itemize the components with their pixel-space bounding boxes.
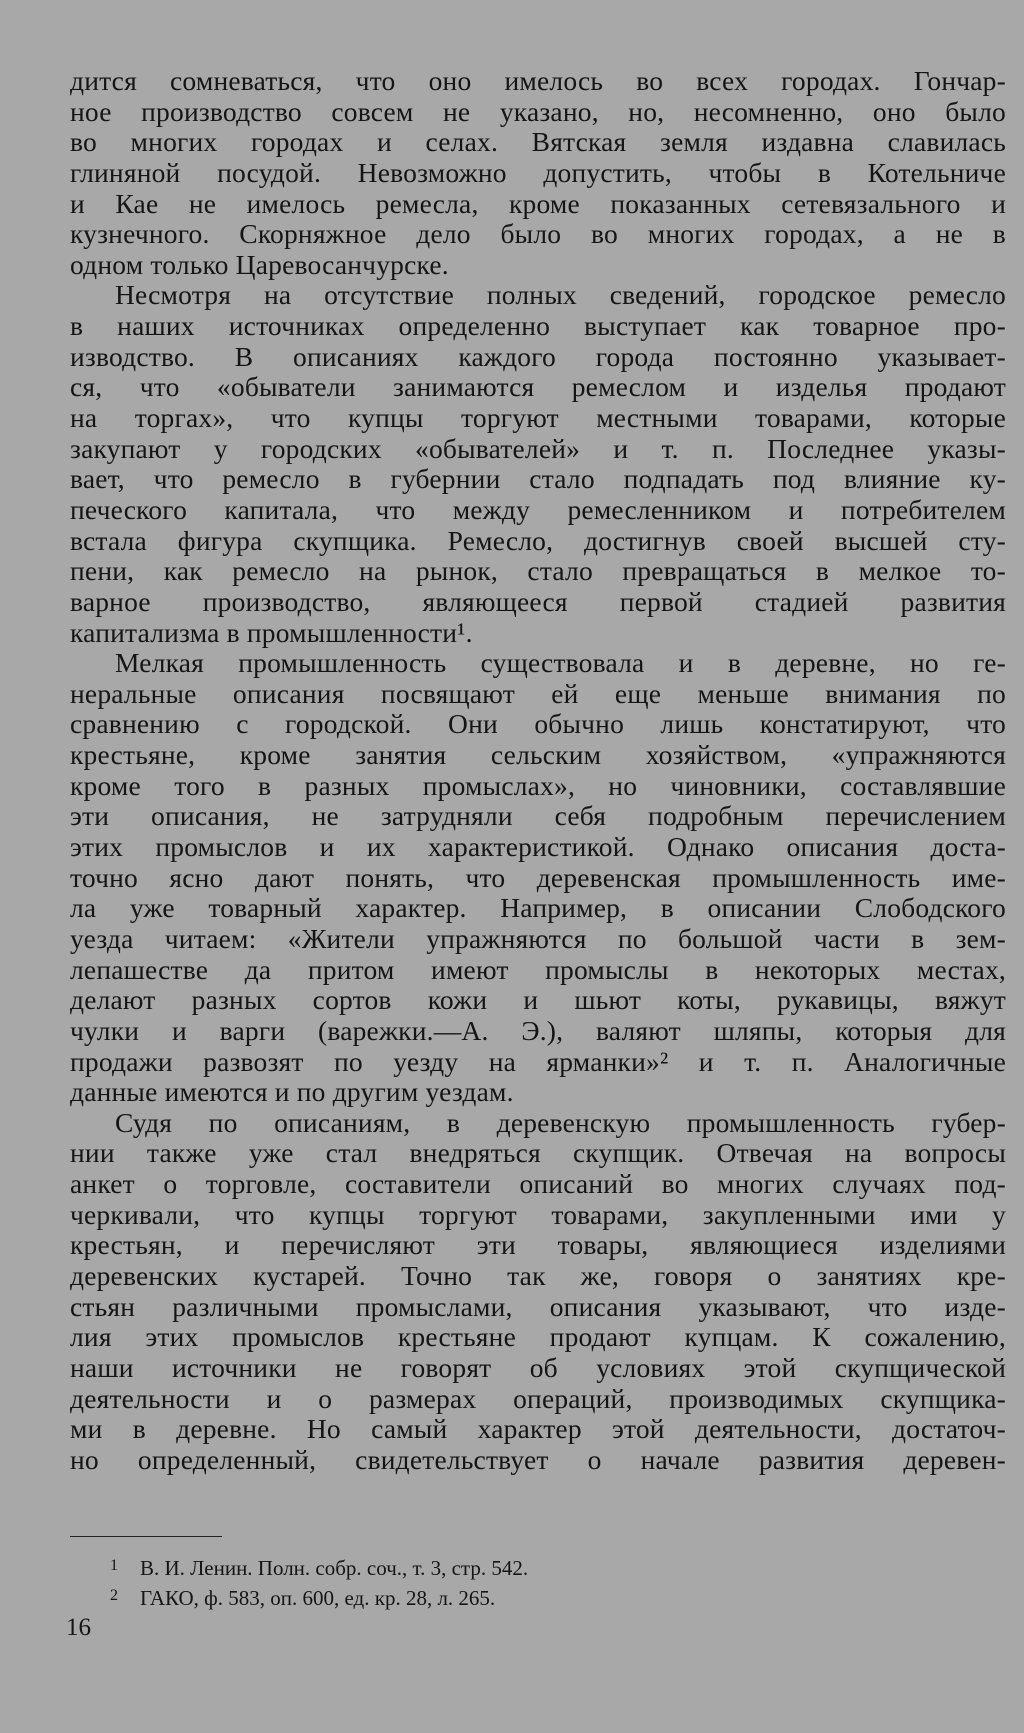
- text-line: ное производство совсем не указано, но, несомненно, оно было: [70, 95, 1006, 127]
- body-text: [70, 66, 1006, 1475]
- text-line: Судя по описаниям, в деревенскую промышленность губер-: [115, 1106, 1006, 1138]
- text-line: лепашестве да притом имеют промыслы в некоторых местах,: [70, 953, 1006, 985]
- text-line: кузнечного. Скорняжное дело было во многих городах, а не в: [70, 218, 1006, 250]
- text-line: черкивали, что купцы торгуют товарами, закупленными ими у: [70, 1198, 1006, 1230]
- page-number: 16: [66, 1614, 91, 1641]
- text-line: чулки и варги (варежки.—А. Э.), валяют шляпы, которыя для: [70, 1014, 1006, 1046]
- footnote-divider: [70, 1536, 222, 1537]
- text-line: ла уже товарный характер. Например, в описании Слободского: [70, 892, 1006, 924]
- text-line: крестьяне, кроме занятия сельским хозяйством, «упражняются: [70, 739, 1006, 771]
- footnote-text: В. И. Ленин. Полн. собр. соч., т. 3, стр. 542.: [140, 1556, 529, 1580]
- text-line: деятельности и о размерах операций, производимых скупщика-: [70, 1382, 1006, 1414]
- text-line: ся, что «обыватели занимаются ремеслом и изделья продают: [70, 371, 1006, 403]
- text-line: Несмотря на отсутствие полных сведений, городское ремесло: [115, 279, 1006, 311]
- text-line: на торгах», что купцы торгуют местными товарами, которые: [70, 402, 1006, 434]
- text-line: деревенских кустарей. Точно так же, говоря о занятиях кре-: [70, 1259, 1006, 1291]
- text-line: стьян различными промыслами, описания указывают, что изде-: [70, 1290, 1006, 1322]
- text-line: этих промыслов и их характеристикой. Однако описания доста-: [70, 831, 1006, 863]
- text-line: неральные описания посвящают ей еще меньше внимания по: [70, 677, 1006, 709]
- text-line: крестьян, и перечисляют эти товары, являющиеся изделиями: [70, 1229, 1006, 1261]
- text-line: одном только Царевосанчурске.: [70, 248, 449, 280]
- text-line: в наших источниках определенно выступает как товарное про-: [70, 310, 1006, 342]
- text-line: печеского капитала, что между ремесленником и потребителем: [70, 493, 1006, 525]
- text-line: капитализма в промышленности¹.: [70, 616, 473, 648]
- text-line: анкет о торговле, составители описаний во многих случаях под-: [70, 1168, 1006, 1200]
- text-line: и Кае не имелось ремесла, кроме показанных сетевязального и: [70, 187, 1006, 219]
- footnote: [110, 1553, 910, 1583]
- footnote: [110, 1583, 910, 1613]
- text-line: наши источники не говорят об условиях этой скупщической: [70, 1351, 1006, 1383]
- text-line: глиняной посудой. Невозможно допустить, чтобы в Котельниче: [70, 156, 1006, 188]
- text-line: данные имеются и по другим уездам.: [70, 1076, 514, 1108]
- text-line: делают разных сортов кожи и шьют коты, рукавицы, вяжут: [70, 984, 1006, 1016]
- text-line: дится сомневаться, что оно имелось во всех городах. Гончар-: [70, 65, 1006, 96]
- text-line: нии также уже стал внедряться скупщик. Отвечая на вопросы: [70, 1137, 1006, 1169]
- text-line: лия этих промыслов крестьяне продают купцам. К сожалению,: [70, 1321, 1006, 1353]
- text-line: ми в деревне. Но самый характер этой деятельности, достаточ-: [70, 1413, 1006, 1445]
- text-line: сравнению с городской. Они обычно лишь констатируют, что: [70, 708, 1006, 740]
- text-line: точно ясно дают понять, что деревенская промышленность име-: [70, 861, 1006, 893]
- text-line: закупают у городских «обывателей» и т. п. Последнее указы-: [70, 432, 1006, 464]
- footnotes: [110, 1553, 910, 1613]
- text-line: уезда читаем: «Жители упражняются по большой части в зем-: [70, 922, 1006, 954]
- text-line: кроме того в разных промыслах», но чиновники, составлявшие: [70, 769, 1006, 801]
- text-line: изводство. В описаниях каждого города постоянно указывает-: [70, 340, 1006, 372]
- footnote-text: ГАКО, ф. 583, оп. 600, ед. кр. 28, л. 265.: [140, 1586, 496, 1610]
- footnote-number: 2: [110, 1587, 118, 1604]
- text-line: эти описания, не затрудняли себя подробным перечислением: [70, 800, 1006, 832]
- text-line: вает, что ремесло в губернии стало подпадать под влияние ку-: [70, 463, 1006, 495]
- text-line: во многих городах и селах. Вятская земля издавна славилась: [70, 126, 1006, 158]
- text-line: встала фигура скупщика. Ремесло, достигнув своей высшей сту-: [70, 524, 1006, 556]
- text-line: пени, как ремесло на рынок, стало превращаться в мелкое то-: [70, 555, 1006, 587]
- text-line: но определенный, свидетельствует о начале развития деревен-: [70, 1443, 1006, 1475]
- text-line: Мелкая промышленность существовала и в деревне, но ге-: [115, 647, 1006, 679]
- footnote-number: 1: [110, 1557, 118, 1574]
- text-line: варное производство, являющееся первой стадией развития: [70, 585, 1006, 617]
- text-line: продажи развозят по уезду на ярманки»² и т. п. Аналогичные: [70, 1045, 1006, 1077]
